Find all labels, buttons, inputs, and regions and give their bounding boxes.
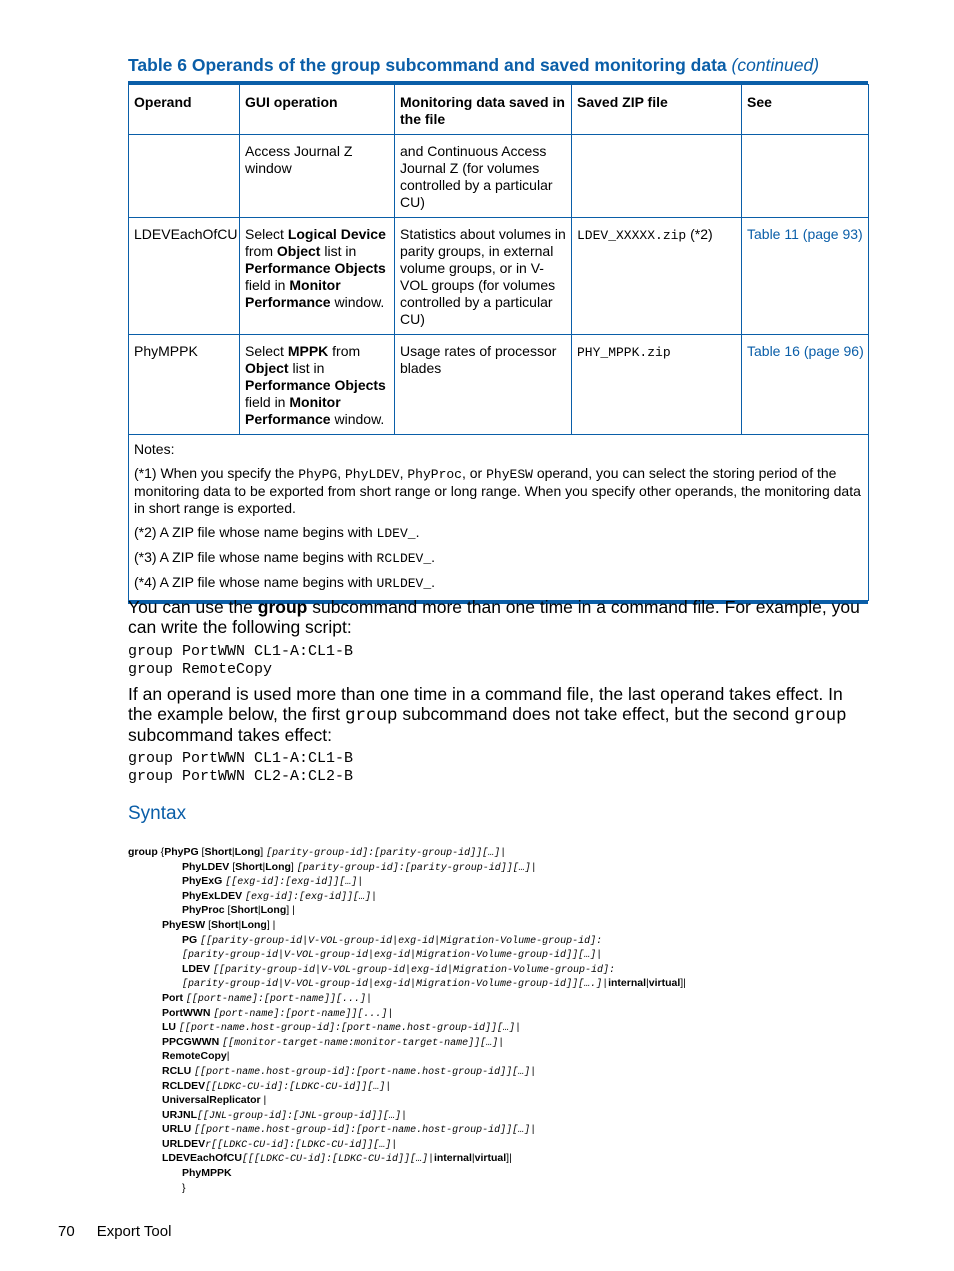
syntax-line: RCLU [[port-name.host-group-id]:[port-name.host-group-id]][…]| (162, 1064, 537, 1078)
section-name: Export Tool (96, 1223, 172, 1240)
syntax-line: [parity-group-id|V-VOL-group-id|exg-id|Migration-Volume-group-id]][…]| (182, 950, 603, 962)
syntax-line: PhyESW [Short|Long] | (162, 918, 276, 931)
cell-see (742, 218, 869, 335)
table-11-link[interactable]: Table 11 (page 93) (747, 226, 863, 242)
cell-operand: LDEVEachOfCU (129, 218, 240, 335)
note-2: (*2) A ZIP file whose name begins with LDEV_. (134, 524, 420, 541)
syntax-line: PhyExLDEV [exg-id]:[exg-id]][…]| (182, 889, 378, 903)
syntax-line: PhyProc [Short|Long] | (182, 904, 295, 917)
syntax-line: RemoteCopy| (162, 1050, 230, 1063)
cell-data: and Continuous Access Journal Z (for volumes controlled by a particular CU) (395, 135, 572, 218)
syntax-line: LU [[port-name.host-group-id]:[port-name.host-group-id]][…]| (162, 1021, 521, 1035)
syntax-line: PhyExG [[exg-id]:[exg-id]][…]| (182, 875, 364, 889)
syntax-heading: Syntax (128, 803, 187, 824)
header-saved-zip: Saved ZIP file (572, 85, 742, 135)
cell-operand (129, 135, 240, 218)
syntax-line: LDEVEachOfCU[[[LDKC-CU-id]:[LDKC-CU-id]][…]|internal|virtual]| (162, 1152, 512, 1166)
syntax-line: URLDEVr[[LDKC-CU-id]:[LDKC-CU-id]][…]| (162, 1137, 398, 1151)
table-row (129, 218, 869, 335)
syntax-line: URJNL[[JNL-group-id]:[JNL-group-id]][…]| (162, 1108, 408, 1122)
syntax-line: PhyLDEV [Short|Long] [parity-group-id]:[parity-group-id]][…]| (182, 860, 537, 874)
syntax-line: PPCGWWN [[monitor-target-name:monitor-target-name]][…]| (162, 1035, 505, 1049)
operands-table (128, 81, 868, 604)
note-1: (*1) When you specify the PhyPG, PhyLDEV, PhyProc, or PhyESW operand, you can select the storing period of the monitoring data to be exported from short range or long range. When you specify other operands, the monitoring data in short range is exported. (134, 465, 861, 516)
notes-row (129, 435, 869, 601)
paragraph-1: You can use the group subcommand more than one time in a command file. For example, you can write the following script: (128, 597, 860, 637)
cell-data: Statistics about volumes in parity groups, in external volume groups, or in V-VOL groups (for volumes controlled by a particular CU) (395, 218, 572, 335)
syntax-line: Port [[port-name]:[port-name]][...]| (162, 991, 372, 1005)
header-see: See (742, 85, 869, 135)
cell-gui: Select Logical Device from Object list in Performance Objects field in Monitor Performance window. (240, 218, 395, 335)
code-block-1: group PortWWN CL1-A:CL1-B group RemoteCopy (128, 643, 354, 678)
note-4: (*4) A ZIP file whose name begins with URLDEV_. (134, 574, 436, 591)
syntax-line: group {PhyPG [Short|Long] [parity-group-id]:[parity-group-id]][…]| (128, 846, 507, 859)
page-number: 70 (58, 1223, 75, 1240)
syntax-line: URLU [[port-name.host-group-id]:[port-name.host-group-id]][…]| (162, 1123, 537, 1137)
syntax-line: PhyMPPK (182, 1167, 232, 1180)
syntax-block (128, 845, 686, 1195)
code-block-2: group PortWWN CL1-A:CL1-B group PortWWN CL2-A:CL2-B (128, 750, 354, 785)
table-row (129, 135, 869, 218)
syntax-line: UniversalReplicator | (162, 1094, 267, 1107)
notes-cell (129, 435, 869, 601)
table-16-link[interactable]: Table 16 (page 96) (747, 343, 864, 359)
syntax-line: PortWWN [port-name]:[port-name]][...]| (162, 1006, 394, 1020)
note-3: (*3) A ZIP file whose name begins with RCLDEV_. (134, 549, 436, 566)
cell-operand: PhyMPPK (129, 335, 240, 435)
cell-zip: LDEV_XXXXX.zip (*2) (572, 218, 742, 335)
syntax-line: [parity-group-id|V-VOL-group-id|exg-id|Migration-Volume-group-id]][….]|internal|virtual]| (182, 977, 686, 991)
page-footer (58, 1223, 193, 1240)
syntax-line: LDEV [[parity-group-id|V-VOL-group-id|exg-id|Migration-Volume-group-id]: (182, 962, 616, 976)
header-operand: Operand (129, 85, 240, 135)
cell-gui: Select MPPK from Object list in Performance Objects field in Monitor Performance window. (240, 335, 395, 435)
cell-see (742, 335, 869, 435)
header-monitoring-data: Monitoring data saved in the file (395, 85, 572, 135)
header-gui-operation: GUI operation (240, 85, 395, 135)
syntax-line: PG [[parity-group-id|V-VOL-group-id|exg-id|Migration-Volume-group-id]: (182, 933, 603, 947)
paragraph-2: If an operand is used more than one time in a command file, the last operand takes effect. In the example below, the first group subcommand does not take effect, but the second group subcommand takes effect: (128, 684, 847, 745)
syntax-line: RCLDEV[[LDKC-CU-id]:[LDKC-CU-id]][…]| (162, 1079, 392, 1093)
cell-data: Usage rates of processor blades (395, 335, 572, 435)
continued-label: (continued) (731, 55, 820, 75)
table-header-row (129, 85, 869, 135)
table-caption: Table 6 Operands of the group subcommand and saved monitoring data (continued) (128, 55, 820, 75)
cell-gui: Access Journal Z window (240, 135, 395, 218)
cell-zip: PHY_MPPK.zip (572, 335, 742, 435)
cell-see (742, 135, 869, 218)
table-row (129, 335, 869, 435)
notes-title: Notes: (134, 441, 175, 457)
syntax-line: } (182, 1181, 186, 1194)
cell-zip (572, 135, 742, 218)
